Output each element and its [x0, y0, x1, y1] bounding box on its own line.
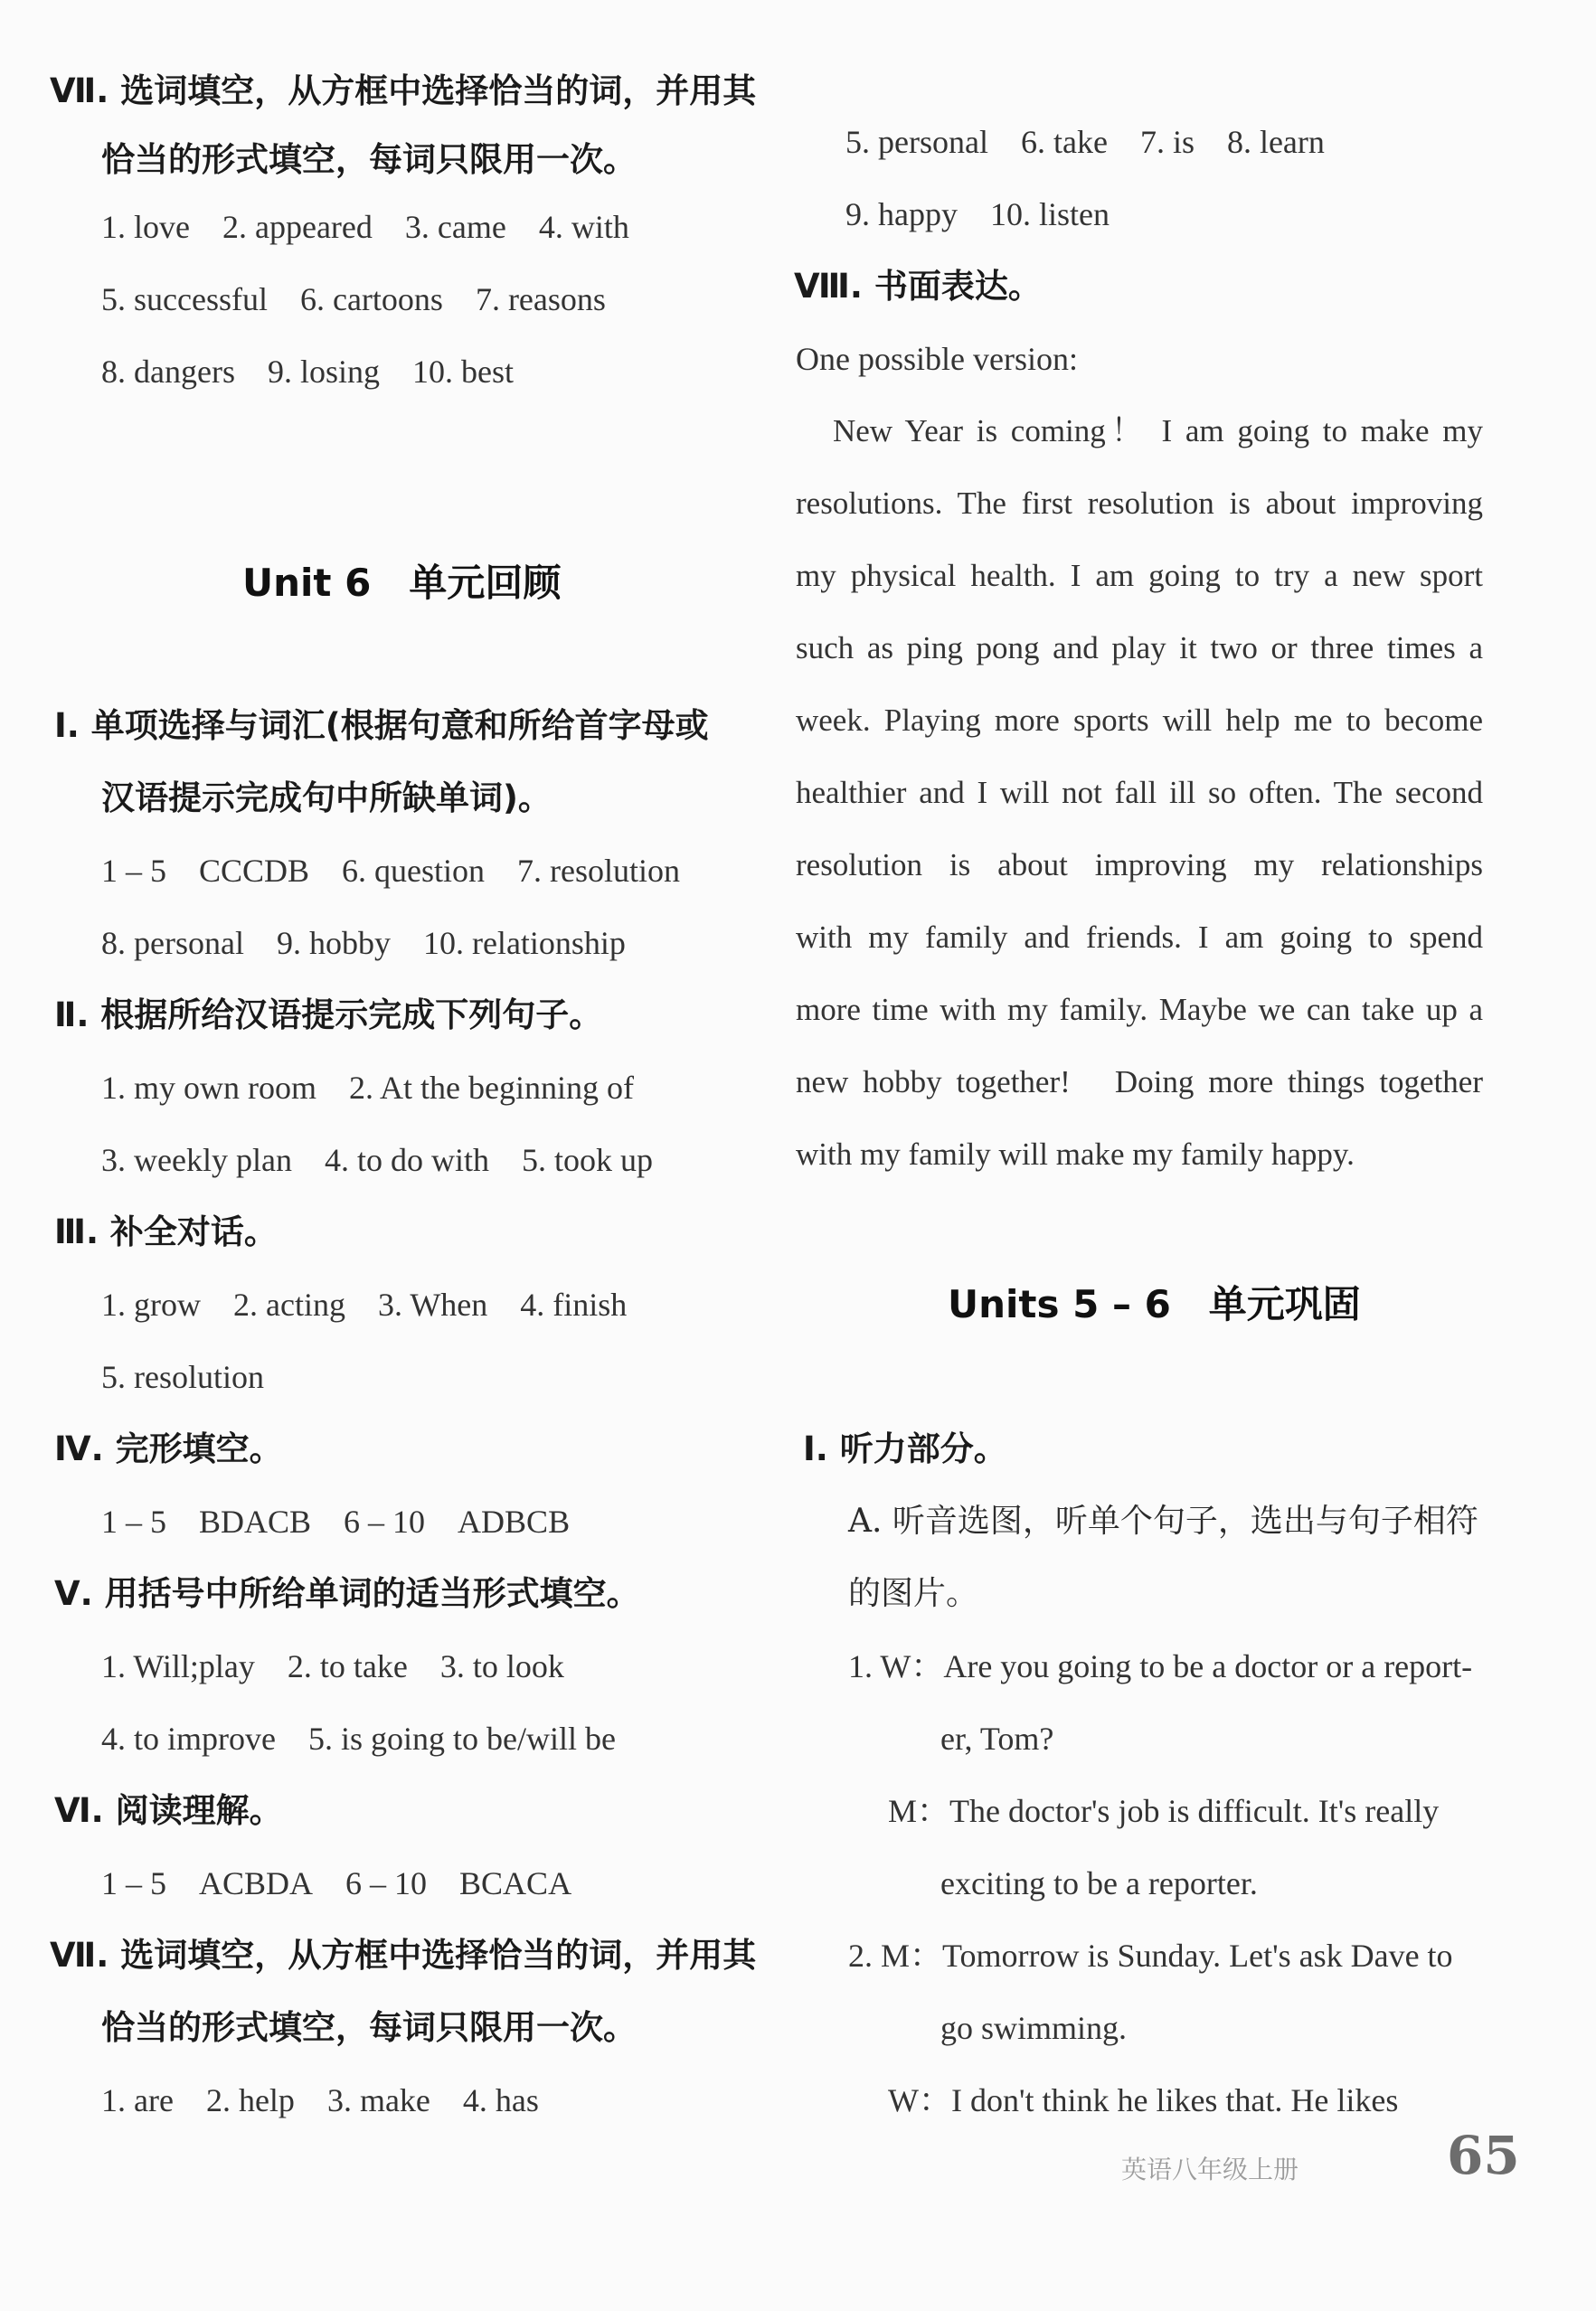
listening-a-instruction: A. 听音选图，听单个句子，选出与句子相符 — [848, 1503, 1478, 1540]
dialogue-line: exciting to be a reporter. — [940, 1865, 1258, 1901]
answer: 4. to do with — [324, 1142, 489, 1178]
answer-row — [101, 1716, 648, 1761]
answer: 2. to take — [287, 1648, 408, 1684]
answer: 5. successful — [101, 281, 268, 317]
answer: 3. make — [326, 2082, 430, 2118]
section-v-heading: Ⅴ. 用括号中所给单词的适当形式填空。 — [54, 1574, 640, 1613]
answer: 6. question — [342, 853, 486, 889]
answer: 10. best — [411, 354, 514, 390]
essay-line: resolution is about improving my relationships — [796, 847, 1483, 882]
answer: 7. reasons — [475, 281, 606, 317]
answer: 1. my own room — [101, 1070, 316, 1106]
essay-line: New Year is coming！ I am going to make my — [796, 413, 1483, 448]
answer: 2. At the beginning of — [349, 1070, 634, 1106]
answer: 5. is going to be/will be — [307, 1721, 616, 1757]
answer-row — [101, 1644, 597, 1689]
answer-row — [101, 1354, 297, 1400]
answer: 3. came — [404, 209, 506, 245]
essay-line: with my family and friends. I am going to spend — [796, 920, 1483, 955]
answer-row — [101, 1499, 602, 1544]
answer: 1 – 5 ACBDA — [101, 1865, 314, 1901]
answer: 5. resolution — [101, 1359, 264, 1395]
answer: 2. help — [205, 2082, 295, 2118]
section-ii-heading: Ⅱ. 根据所给汉语提示完成下列句子。 — [54, 995, 603, 1034]
section-i-heading: Ⅰ. 单项选择与词汇(根据句意和所给首字母或 — [54, 706, 709, 745]
listening-heading: Ⅰ. 听力部分。 — [803, 1429, 1007, 1468]
answer: 9. hobby — [276, 925, 391, 961]
answer-row — [101, 848, 713, 893]
answer: 1. love — [101, 209, 190, 245]
answer: 9. happy — [845, 196, 958, 232]
answer: 1. Will;play — [101, 1648, 255, 1684]
essay-line: healthier and I will not fall ill so often. The second — [796, 775, 1483, 810]
essay-line: resolutions. The first resolution is about improving — [796, 486, 1483, 521]
answer: 8. personal — [101, 925, 244, 961]
answer: 1 – 5 BDACB — [101, 1504, 312, 1540]
section-i-heading-cont: 汉语提示完成句中所缺单词)。 — [101, 778, 552, 817]
essay-line: with my family will make my family happy. — [796, 1137, 1355, 1172]
essay-line: such as ping pong and play it two or three times a — [796, 630, 1483, 665]
answer: 6. cartoons — [299, 281, 443, 317]
answer-row — [101, 1282, 659, 1327]
model-essay — [796, 395, 1483, 1191]
section-viii-heading: Ⅷ. 书面表达。 — [794, 267, 1042, 306]
answer: 1 – 5 CCCDB — [101, 853, 310, 889]
answer-row — [845, 192, 1142, 237]
essay-intro: One possible version: — [796, 341, 1078, 377]
unit6-title: Unit 6 单元回顾 — [242, 561, 562, 605]
answer: 9. losing — [267, 354, 380, 390]
dialogue-line: W：I don't think he likes that. He likes — [888, 2082, 1399, 2118]
answer: 8. dangers — [101, 354, 235, 390]
answer: 6. take — [1020, 124, 1108, 160]
answer: 8. learn — [1226, 124, 1325, 160]
answer-row — [101, 349, 546, 394]
section-vii-b-heading: Ⅶ. 选词填空，从方框中选择恰当的词，并用其 — [50, 1936, 757, 1975]
section-vii-b-heading-cont: 恰当的形式填空，每词只限用一次。 — [101, 2008, 637, 2047]
essay-line: more time with my family. Maybe we can take up a — [796, 992, 1483, 1027]
listening-a-instruction-cont: 的图片。 — [848, 1575, 979, 1612]
answer-row — [845, 119, 1357, 165]
answer: 6 – 10 BCACA — [345, 1865, 572, 1901]
answer-row — [101, 1137, 685, 1183]
section-vi-heading: Ⅵ. 阅读理解。 — [54, 1791, 283, 1830]
essay-line: new hobby together! Doing more things together — [796, 1064, 1483, 1099]
answer-row — [101, 2078, 571, 2123]
dialogue-line: er, Tom? — [940, 1721, 1054, 1757]
answer: 5. personal — [845, 124, 988, 160]
answer: 10. listen — [989, 196, 1110, 232]
answer-row — [101, 204, 662, 250]
answer: 4. finish — [520, 1287, 628, 1323]
section-iv-heading: Ⅳ. 完形填空。 — [54, 1429, 283, 1468]
units56-title: Units 5 – 6 单元巩固 — [948, 1282, 1361, 1326]
answer-row — [101, 1861, 604, 1906]
dialogue-line: go swimming. — [940, 2010, 1128, 2046]
section-iii-heading: Ⅲ. 补全对话。 — [54, 1212, 278, 1251]
dialogue-line: 1. W：Are you going to be a doctor or a report- — [848, 1648, 1473, 1684]
answer: 4. to improve — [101, 1721, 276, 1757]
section-vii-heading: Ⅶ. 选词填空，从方框中选择恰当的词，并用其 — [50, 71, 757, 110]
page-number: 65 — [1447, 2125, 1520, 2186]
answer: 4. has — [462, 2082, 539, 2118]
answer: 3. When — [377, 1287, 488, 1323]
dialogue-line: 2. M：Tomorrow is Sunday. Let's ask Dave to — [848, 1938, 1453, 1974]
answer: 7. resolution — [517, 853, 681, 889]
essay-line: my physical health. I am going to try a new sport — [796, 558, 1483, 593]
answer: 4. with — [538, 209, 629, 245]
book-title-footer: 英语八年级上册 — [1121, 2155, 1299, 2184]
answer-row — [101, 1065, 666, 1110]
answer: 10. relationship — [422, 925, 626, 961]
answer: 7. is — [1139, 124, 1195, 160]
essay-line: week. Playing more sports will help me to become — [796, 703, 1483, 738]
answer: 5. took up — [521, 1142, 653, 1178]
answer-row — [101, 277, 638, 322]
answer: 2. appeared — [222, 209, 373, 245]
answer: 3. to look — [439, 1648, 564, 1684]
answer-row — [101, 920, 658, 966]
section-vii-heading-cont: 恰当的形式填空，每词只限用一次。 — [101, 140, 637, 179]
answer: 3. weekly plan — [101, 1142, 292, 1178]
dialogue-line: M：The doctor's job is difficult. It's really — [888, 1793, 1440, 1829]
answer: 1. are — [101, 2082, 174, 2118]
answer: 1. grow — [101, 1287, 201, 1323]
answer: 2. acting — [233, 1287, 345, 1323]
answer: 6 – 10 ADBCB — [344, 1504, 571, 1540]
